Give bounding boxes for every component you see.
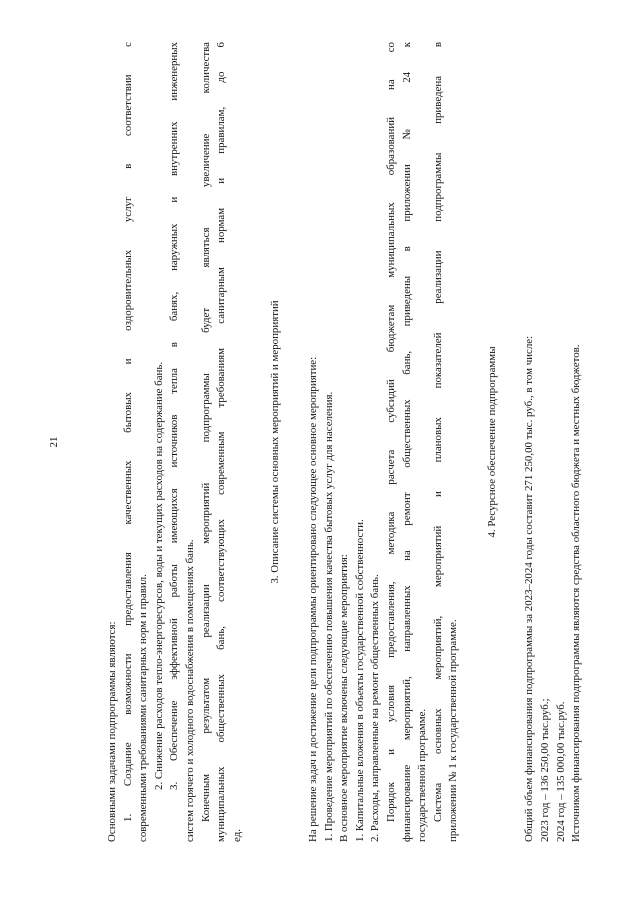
section-3-paragraph-5: 2. Расходы, направленные на ремонт общественных бань. [369,574,382,842]
task-1-line-2: современными требованиями санитарных норм и правил. [137,574,150,842]
result-line-1: Конечным результатом реализации мероприятий подпрограммы будет являться увеличение количества [199,42,212,822]
result-line-3: ед. [230,829,243,842]
section-4-heading: 4. Ресурсное обеспечение подпрограммы [485,346,498,538]
section-4-paragraph-3: 2024 год – 135 000,00 тыс.руб. [554,701,567,842]
section-3-paragraph-7-line-1: Система основных мероприятий, мероприятий и плановых показателей реализации подпрограммы приведена в [431,42,444,822]
task-1-line-1: 1. Создание возможности предоставления качественных бытовых и оздоровительных услуг в соответствии с [121,42,134,822]
page-number: 21 [48,436,60,448]
task-2: 2. Снижение расходов тепло-энергоресурсов, воды и текущих расходов на содержание бань. [152,361,165,790]
section-3-heading: 3. Описание системы основных мероприятий и мероприятий [269,300,282,584]
section-3-paragraph-6-line-1: Порядок и условия предоставления, методика расчета субсидий бюджетам муниципальных образований на со [384,42,397,822]
task-3-line-2: систем горячего и холодного водоснабжения в помещениях бань. [183,539,196,842]
section-3-paragraph-2: 1. Проведение мероприятий по обеспечению повышения качества бытовых услуг для населения. [322,391,335,842]
section-3-paragraph-3: В основное мероприятие включены следующие мероприятия: [338,554,351,842]
section-3-paragraph-7-line-2: приложении № 1 к государственной программе. [447,619,460,842]
section-4-paragraph-2: 2023 год – 136 250,00 тыс.руб.; [539,698,552,842]
rotated-page-content [48,42,635,842]
section-4-paragraph-1: Общий объем финансирования подпрограммы за 2023–2024 годы составит 271 250,00 тыс. руб., в том числе: [523,335,536,842]
section-3-paragraph-6-line-2: финансирование мероприятий, направленных на ремонт общественных бань, приведены в приложении № 24 к [400,42,413,842]
section-3-paragraph-1: На решение задач и достижение цели подпрограммы ориентировано следующее основное мероприятие: [306,356,319,842]
tasks-intro: Основными задачами подпрограммы являются: [106,621,118,842]
task-3-line-1: 3. Обеспечение эффективной работы имеющихся источников тепла в банях, наружных и внутренних инженерных [168,42,181,790]
section-4-paragraph-4: Источником финансирования подпрограммы являются средства областного бюджета и местных бюджетов. [570,344,583,842]
section-3-paragraph-4: 1. Капитальные вложения в объекты государственной собственности. [353,519,366,842]
section-4-body [522,42,584,842]
section-3-body [306,42,462,842]
tasks-section [105,42,245,842]
result-line-2: муниципальных общественных бань, соответствующих современным требованиям санитарным нормам и правилам, до 6 [215,42,228,842]
section-3-paragraph-6-line-3: государственной программе. [416,708,429,842]
